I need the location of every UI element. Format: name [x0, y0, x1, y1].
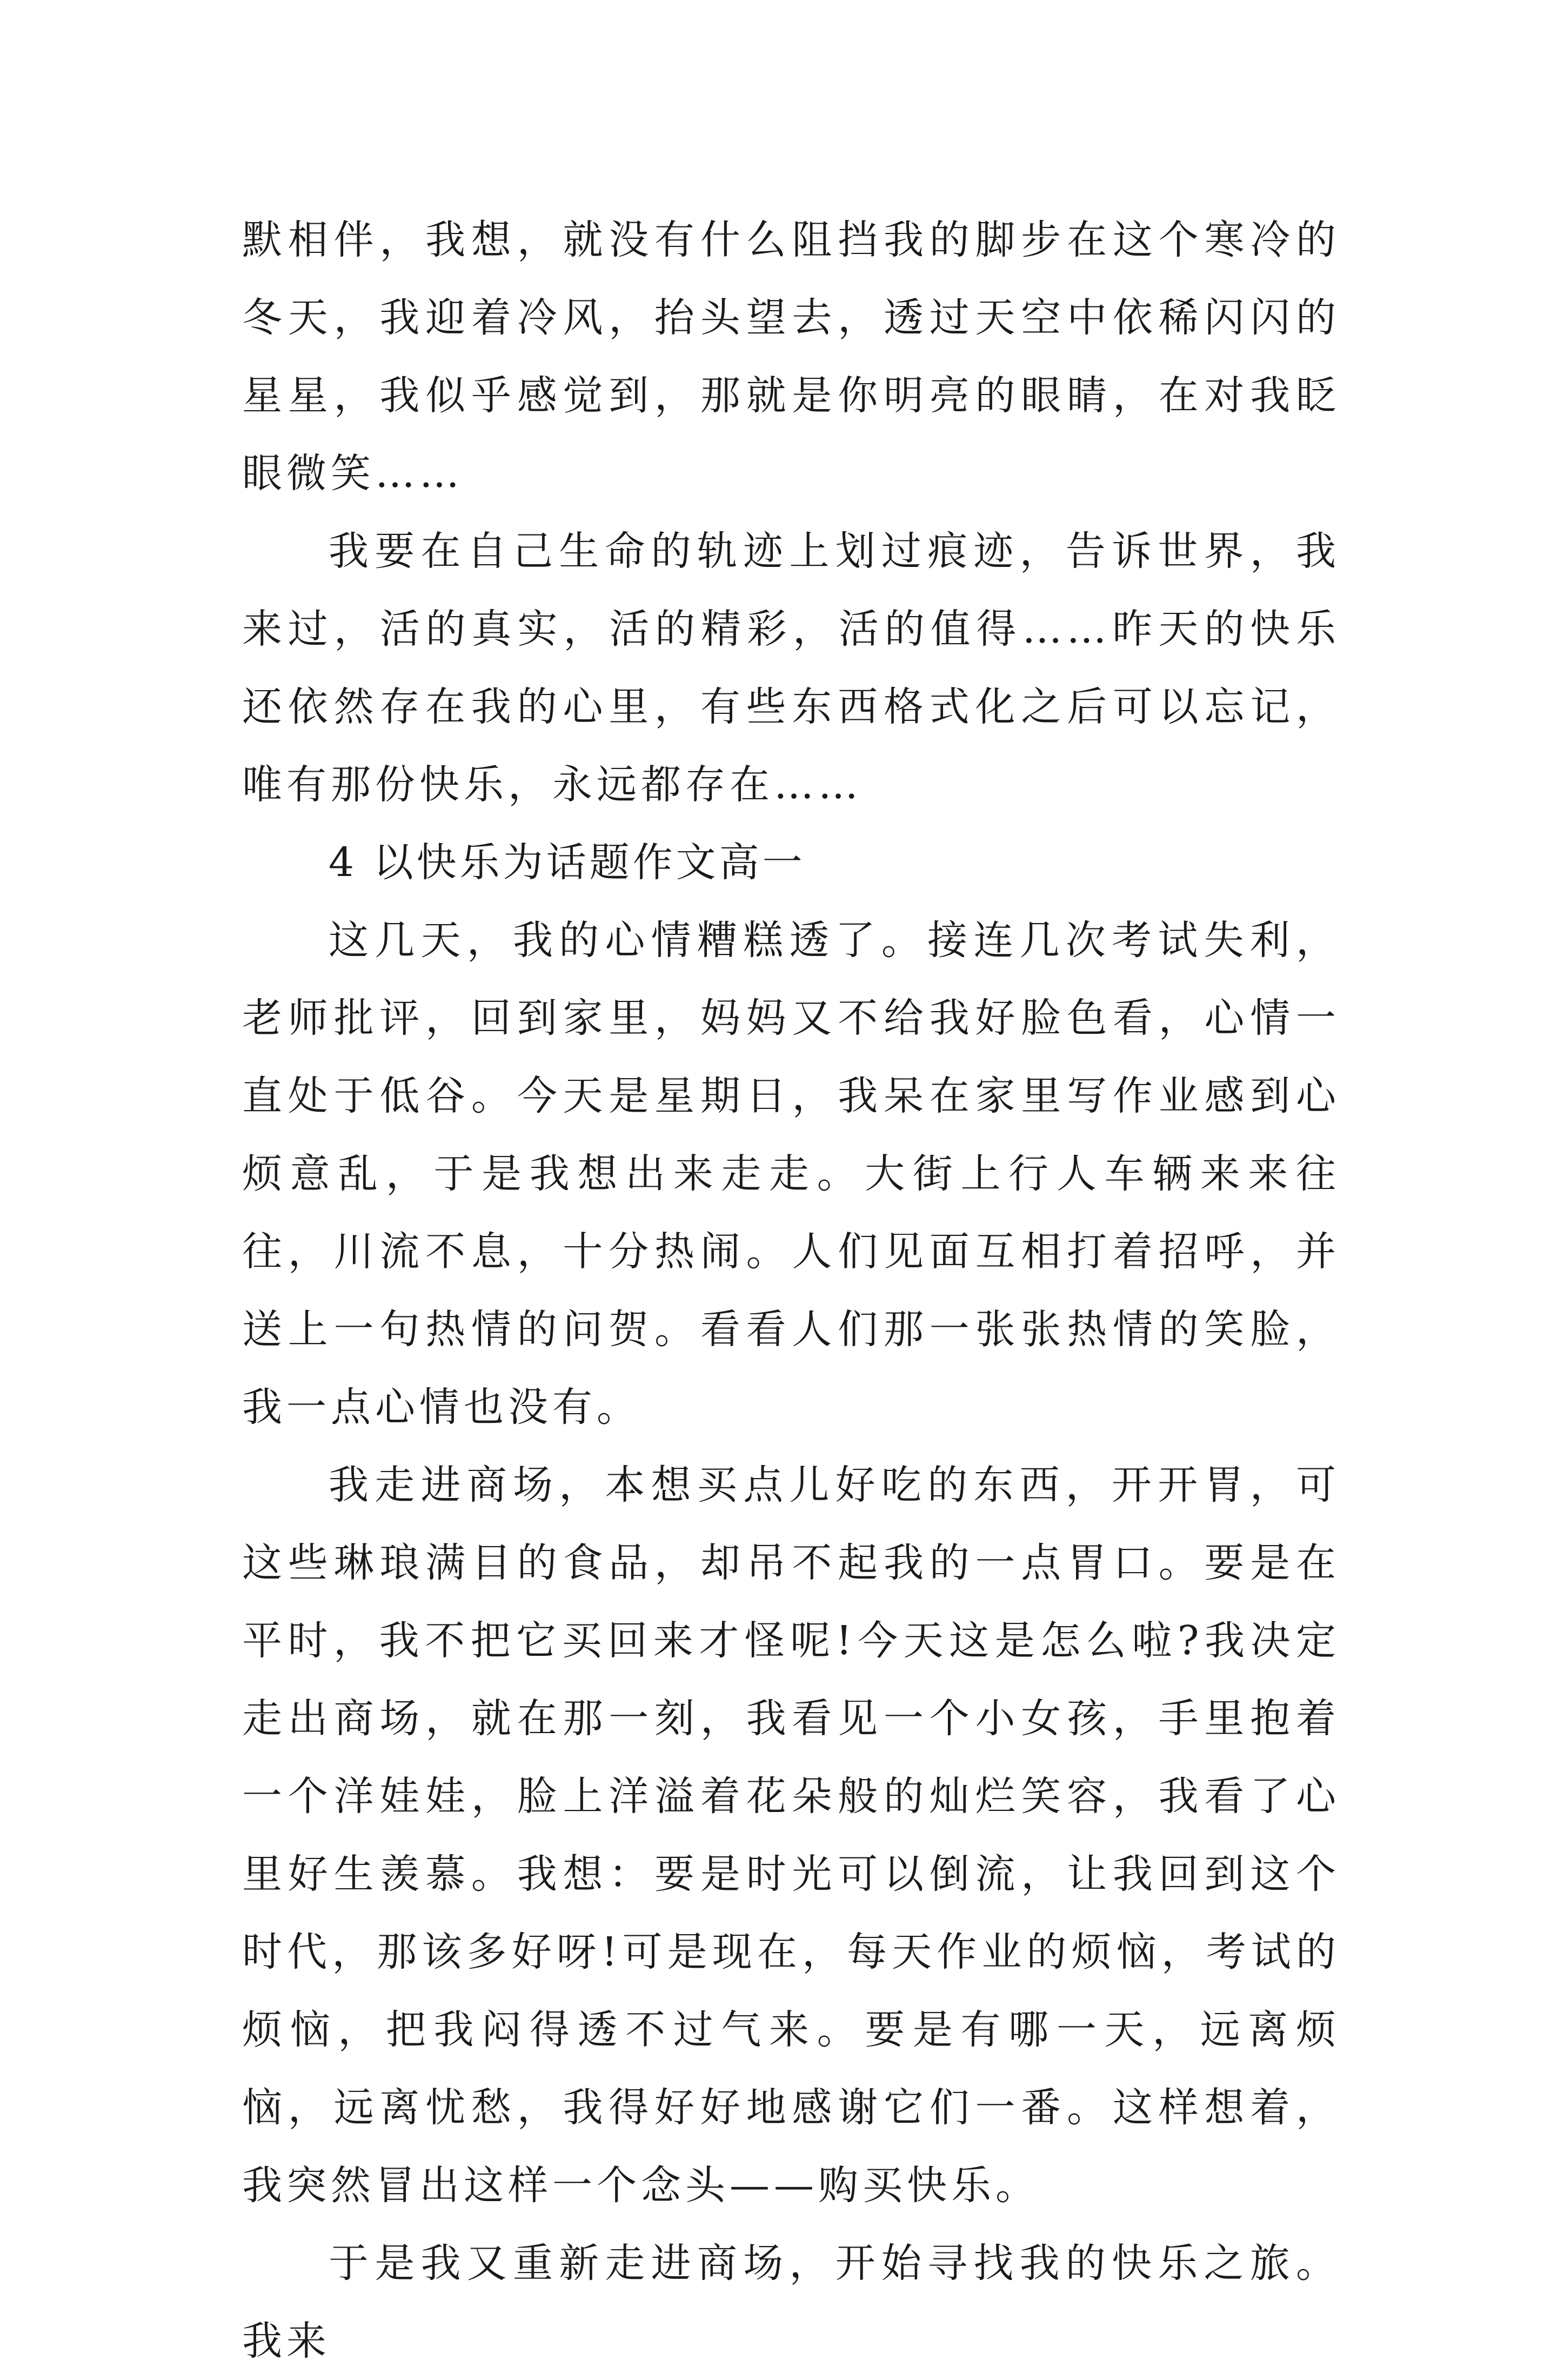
paragraph-3: 这几天，我的心情糟糕透了。接连几次考试失利，老师批评，回到家里，妈妈又不给我好脸色看，心情一直处于低谷。今天是星期日，我呆在家里写作业感到心烦意乱，于是我想出来走走。大街上行人车辆来来往往，川流不息，十分热闹。人们见面互相打着招呼，并送上一句热情的问贺。看看人们那一张张热情的笑脸，我一点心情也没有。	[242, 917, 1340, 1430]
paragraph-2: 我要在自己生命的轨迹上划过痕迹，告诉世界，我来过，活的真实，活的精彩，活的值得……昨天的快乐还依然存在我的心里，有些东西格式化之后可以忘记，唯有那份快乐，永远都存在……	[242, 528, 1340, 808]
document-body	[242, 201, 1340, 2380]
section-heading: 4 以快乐为话题作文高一	[329, 839, 806, 886]
paragraph-1: 默相伴，我想，就没有什么阻挡我的脚步在这个寒冷的冬天，我迎着冷风，抬头望去，透过天空中依稀闪闪的星星，我似乎感觉到，那就是你明亮的眼睛，在对我眨眼微笑……	[242, 217, 1340, 497]
paragraph-5: 于是我又重新走进商场，开始寻找我的快乐之旅。我来	[242, 2240, 1340, 2364]
paragraph-4: 我走进商场，本想买点儿好吃的东西，开开胃，可这些琳琅满目的食品，却吊不起我的一点胃口。要是在平时，我不把它买回来才怪呢!今天这是怎么啦?我决定走出商场，就在那一刻，我看见一个小女孩，手里抱着一个洋娃娃，脸上洋溢着花朵般的灿烂笑容，我看了心里好生羡慕。我想：要是时光可以倒流，让我回到这个时代，那该多好呀!可是现在，每天作业的烦恼，考试的烦恼，把我闷得透不过气来。要是有哪一天，远离烦恼，远离忧愁，我得好好地感谢它们一番。这样想着，我突然冒出这样一个念头——购买快乐。	[242, 1462, 1340, 2209]
